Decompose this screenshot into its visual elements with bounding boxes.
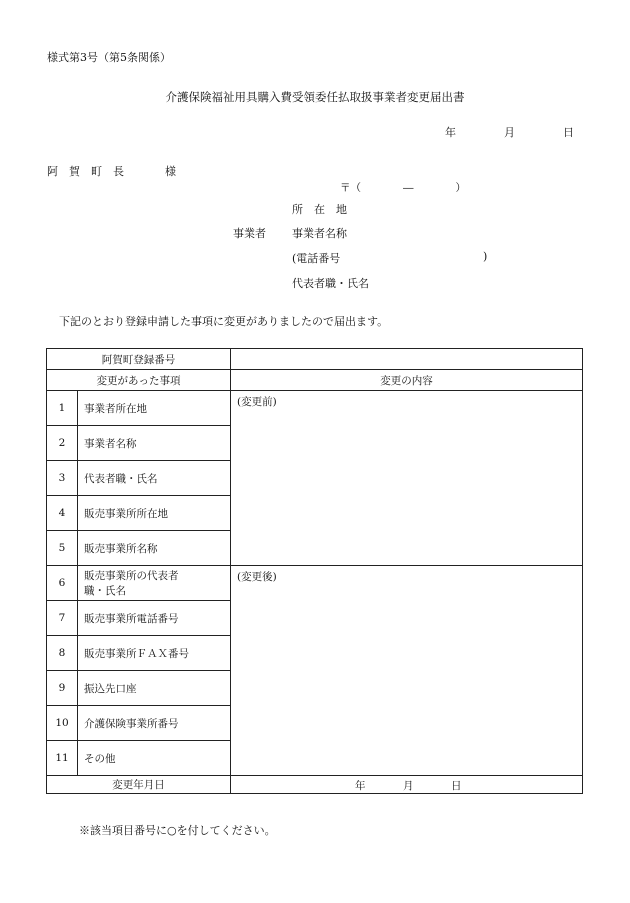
date-year-label: 年 bbox=[445, 126, 456, 139]
address-label: 所 在 地 bbox=[292, 203, 347, 216]
item-number: 10 bbox=[47, 706, 78, 741]
item-label: 事業者所在地 bbox=[78, 391, 231, 426]
change-date-month: 月 bbox=[403, 780, 414, 792]
item-label: 販売事業所名称 bbox=[78, 531, 231, 566]
item-number: 9 bbox=[47, 671, 78, 706]
item-number: 2 bbox=[47, 426, 78, 461]
reg-number-label: 阿賀町登録番号 bbox=[47, 349, 231, 370]
after-change-label: (変更後) bbox=[237, 571, 277, 583]
item-label: 代表者職・氏名 bbox=[78, 461, 231, 496]
change-date-year: 年 bbox=[355, 780, 366, 792]
table-row bbox=[47, 391, 583, 426]
table-row bbox=[47, 776, 583, 794]
postal-code-field: 〒（ ― ） bbox=[340, 182, 466, 194]
before-change-label: (変更前) bbox=[237, 396, 277, 408]
item-number: 4 bbox=[47, 496, 78, 531]
business-name-label: 事業者名称 bbox=[292, 227, 347, 240]
addressee-honorific: 様 bbox=[165, 165, 176, 178]
change-content-header: 変更の内容 bbox=[231, 370, 583, 391]
date-month-label: 月 bbox=[504, 126, 515, 139]
item-number: 11 bbox=[47, 741, 78, 776]
applicant-role-label: 事業者 bbox=[233, 227, 266, 240]
table-row bbox=[47, 370, 583, 391]
item-number: 3 bbox=[47, 461, 78, 496]
item-label-line1: 販売事業所の代表者 bbox=[84, 570, 179, 582]
document-title: 介護保険福祉用具購入費受領委任払取扱事業者変更届出書 bbox=[165, 90, 465, 104]
addressee-name: 阿 賀 町 長 bbox=[47, 165, 124, 178]
change-form-table bbox=[46, 348, 583, 794]
item-number: 5 bbox=[47, 531, 78, 566]
form-id: 様式第3号（第5条関係） bbox=[47, 51, 171, 64]
item-number: 8 bbox=[47, 636, 78, 671]
reg-number-field[interactable] bbox=[231, 349, 583, 370]
phone-close: ) bbox=[483, 250, 488, 263]
item-number: 1 bbox=[47, 391, 78, 426]
change-date-field[interactable] bbox=[231, 776, 583, 794]
item-number: 7 bbox=[47, 601, 78, 636]
item-label: 販売事業所電話番号 bbox=[78, 601, 231, 636]
date-day-label: 日 bbox=[563, 126, 574, 139]
item-label-line2: 職・氏名 bbox=[84, 585, 126, 597]
item-label: 販売事業所所在地 bbox=[78, 496, 231, 531]
item-label: 介護保険事業所番号 bbox=[78, 706, 231, 741]
item-label: 振込先口座 bbox=[78, 671, 231, 706]
statement-text: 下記のとおり登録申請した事項に変更がありましたので届出ます。 bbox=[59, 315, 389, 328]
item-label: 販売事業所ＦＡＸ番号 bbox=[78, 636, 231, 671]
table-row bbox=[47, 566, 583, 601]
change-date-label: 変更年月日 bbox=[47, 776, 231, 794]
footnote: ※該当項目番号に○を付してください。 bbox=[79, 824, 276, 837]
item-number: 6 bbox=[47, 566, 78, 601]
item-label bbox=[78, 566, 231, 601]
table-row bbox=[47, 349, 583, 370]
after-change-field[interactable] bbox=[231, 566, 583, 776]
representative-label: 代表者職・氏名 bbox=[292, 277, 369, 290]
change-date-day: 日 bbox=[451, 780, 462, 792]
changed-items-header: 変更があった事項 bbox=[47, 370, 231, 391]
item-label: 事業者名称 bbox=[78, 426, 231, 461]
item-label: その他 bbox=[78, 741, 231, 776]
phone-label: (電話番号 bbox=[292, 252, 341, 265]
before-change-field[interactable] bbox=[231, 391, 583, 566]
